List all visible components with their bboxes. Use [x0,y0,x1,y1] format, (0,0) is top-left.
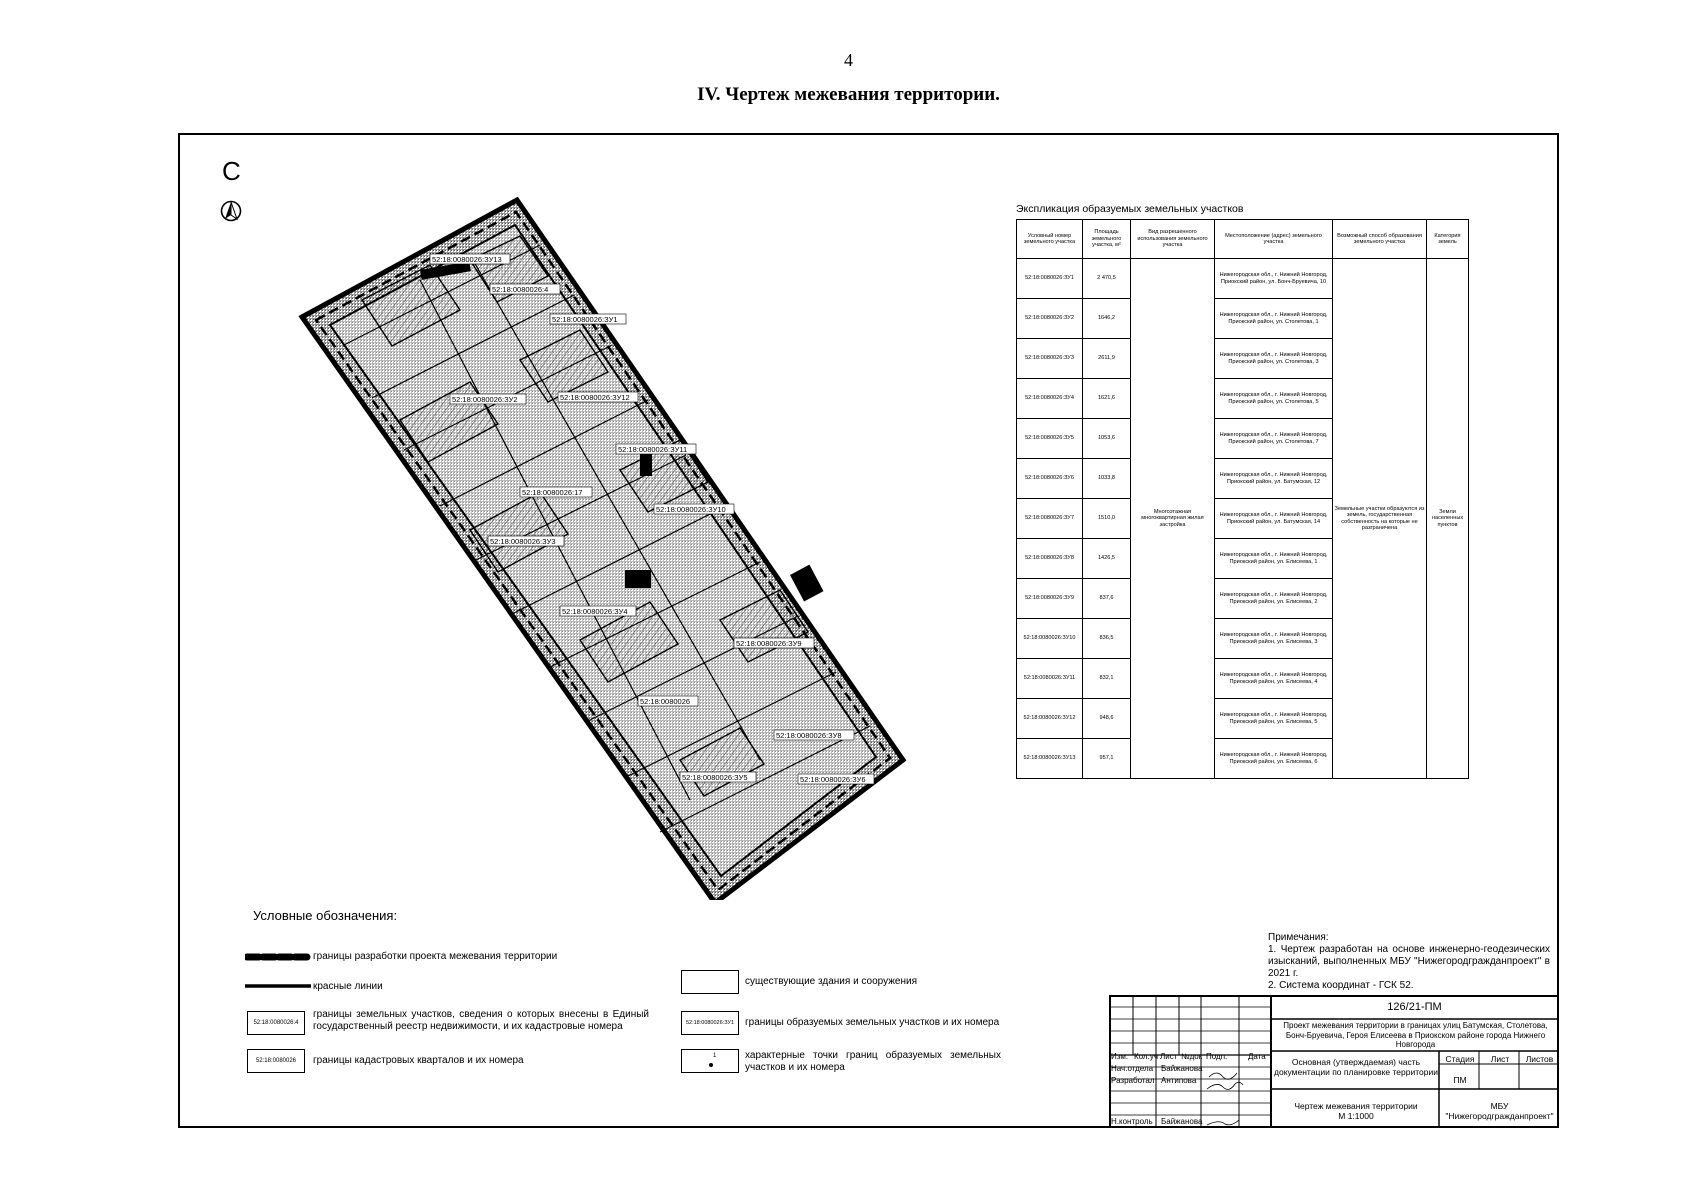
cell-num: 52:18:0080026:ЗУ5 [1017,419,1083,459]
stamp-sheet-label: Лист [1490,1054,1510,1064]
legend-red-lines: красные линии [313,981,383,992]
stamp-sheets-label: Листов [1525,1054,1554,1064]
cell-area: 832,1 [1083,659,1131,699]
map-label: 52:18:0080026:17 [522,488,583,497]
table-row [1017,259,1469,299]
cell-num: 52:18:0080026:ЗУ12 [1017,699,1083,739]
cell-address: Нижегородская обл., г. Нижний Новгород, Приокский район, ул. Столетова, 3 [1215,339,1333,379]
stamp-name3: Байжанова [1161,1117,1203,1126]
cell-area: 957,1 [1083,739,1131,779]
page-title: IV. Чертеж межевания территории. [697,84,1000,105]
legend-new-parcels: границы образуемых земельных участков и их номера [745,1017,1000,1028]
map-label: 52:18:0080026:ЗУ12 [560,393,630,402]
map-label: 52:18:0080026 [640,697,691,706]
map-label: 52:18:0080026:ЗУ6 [800,775,866,784]
cell-address: Нижегородская обл., г. Нижний Новгород, Приокский район, ул. Столетова, 1 [1215,299,1333,339]
table-header-row [1017,220,1469,259]
cell-address: Нижегородская обл., г. Нижний Новгород, Приокский район, ул. Елисеева, 4 [1215,659,1333,699]
map-label: 52:18:0080026:ЗУ5 [682,773,748,782]
stamp-scale: М 1:1000 [1338,1111,1374,1121]
stamp-name2: Антипова [1161,1076,1197,1085]
stamp-col-podp: Подп. [1206,1052,1228,1061]
cell-method: Земельные участки образуются из земель, государственная собственность на которые не разграничена [1333,259,1427,779]
cell-num: 52:18:0080026:ЗУ7 [1017,499,1083,539]
cell-use: Многоэтажная многоквартирная жилая застройка [1131,259,1215,779]
registered-parcel-sample: 52:18:0080026:4 [247,1011,305,1035]
map-label: 52:18:0080026:ЗУ13 [432,255,502,264]
cell-num: 52:18:0080026:ЗУ6 [1017,459,1083,499]
explication-title: Экспликация образуемых земельных участков [1016,203,1244,215]
cell-area: 1646,2 [1083,299,1131,339]
cell-address: Нижегородская обл., г. Нижний Новгород, Приокский район, ул. Столетова, 5 [1215,379,1333,419]
header-category: Категория земель [1427,220,1469,259]
cell-area: 1426,5 [1083,539,1131,579]
stamp-name1: Байжанова [1161,1064,1203,1073]
explication-table [1016,219,1469,779]
cell-num: 52:18:0080026:ЗУ9 [1017,579,1083,619]
north-arrow-icon [220,200,242,222]
notes-heading: Примечания: [1268,932,1329,943]
stamp-project: Проект межевания территории в границах улиц Батумская, Столетова, Бонч-Бруевича, Героя Елисеева в Приокском районе города Нижнего Новгорода [1283,1021,1548,1049]
stamp-stage: ПМ [1453,1075,1467,1085]
notes [1268,932,1550,992]
note-item: 2. Система координат - ГСК 52. [1268,980,1414,991]
map-label: 52:18:0080026:ЗУ9 [736,639,802,648]
cell-area: 948,6 [1083,699,1131,739]
stamp-role1: Нач.отдела [1111,1064,1154,1073]
north-letter: С [222,156,241,186]
point-dot [709,1063,713,1067]
quarter-sample: 52:18:0080026 [247,1049,305,1073]
header-method: Возможный способ образования земельного участка [1333,220,1427,259]
header-address: Местоположение (адрес) земельного участка [1215,220,1333,259]
header-use: Вид разрешенного использования земельного участка [1131,220,1215,259]
stamp-stage-label: Стадия [1445,1054,1475,1064]
cell-num: 52:18:0080026:ЗУ11 [1017,659,1083,699]
map-label: 52:18:0080026:ЗУ8 [776,731,842,740]
cell-num: 52:18:0080026:ЗУ1 [1017,259,1083,299]
point-number: 1 [713,1053,717,1059]
cell-category: Земли населенных пунктов [1427,259,1469,779]
legend-registered-parcels: границы земельных участков, сведения о которых внесены в Единый государственный реестр недвижимости, и их кадастровые номера [313,1009,649,1032]
legend-project-boundary: границы разработки проекта межевания территории [313,951,558,962]
map-label: 52:18:0080026:ЗУ2 [452,395,518,404]
cell-area: 836,5 [1083,619,1131,659]
cell-num: 52:18:0080026:ЗУ13 [1017,739,1083,779]
cell-area: 1621,6 [1083,379,1131,419]
stamp-org: МБУ "Нижегородгражданпроект" [1445,1101,1554,1121]
map-label: 52:18:0080026:ЗУ1 [552,315,618,324]
cell-address: Нижегородская обл., г. Нижний Новгород, Приокский район, ул. Елисеева, 3 [1215,619,1333,659]
map-label: 52:18:0080026:ЗУ3 [490,537,556,546]
page-number: 4 [844,50,853,70]
cell-address: Нижегородская обл., г. Нижний Новгород, Приокский район, ул. Елисеева, 6 [1215,739,1333,779]
legend-title: Условные обозначения: [253,908,398,923]
stamp-part: Основная (утверждаемая) часть документации по планировке территории [1274,1057,1438,1077]
cell-address: Нижегородская обл., г. Нижний Новгород, Приокский район, ул. Елисеева, 5 [1215,699,1333,739]
cell-area: 1053,6 [1083,419,1131,459]
stamp-role2: Разработал [1111,1076,1155,1085]
stamp-role3: Н.контроль [1111,1117,1153,1126]
map-label: 52:18:0080026:ЗУ10 [656,505,726,514]
cell-num: 52:18:0080026:ЗУ3 [1017,339,1083,379]
cell-address: Нижегородская обл., г. Нижний Новгород, Приокский район, ул. Батумская, 14 [1215,499,1333,539]
cell-address: Нижегородская обл., г. Нижний Новгород, Приокский район, ул. Бонч-Бруевича, 10 [1215,259,1333,299]
cell-area: 2 470,5 [1083,259,1131,299]
cell-num: 52:18:0080026:ЗУ10 [1017,619,1083,659]
legend-quarters: границы кадастровых кварталов и их номера [313,1055,524,1066]
map-label: 52:18:0080026:ЗУ11 [618,445,688,454]
stamp-drawing: Чертеж межевания территории [1294,1101,1418,1111]
cell-num: 52:18:0080026:ЗУ8 [1017,539,1083,579]
signature-marks [1207,1073,1243,1125]
cell-address: Нижегородская обл., г. Нижний Новгород, Приокский район, ул. Елисеева, 2 [1215,579,1333,619]
point-symbol [681,1049,739,1073]
cell-address: Нижегородская обл., г. Нижний Новгород, Приокский район, ул. Столетова, 7 [1215,419,1333,459]
building-symbol [681,970,739,994]
map-label: 52:18:0080026:ЗУ4 [562,607,628,616]
survey-map [290,180,930,900]
new-parcel-sample: 52:18:0080026:ЗУ1 [681,1011,739,1035]
stamp-col-list: Лист [1160,1052,1178,1061]
project-boundary-symbol [245,951,311,963]
header-num: Условный номер земельного участка [1017,220,1083,259]
red-lines-symbol [245,982,311,990]
cell-address: Нижегородская обл., г. Нижний Новгород, Приокский район, ул. Батумская, 12 [1215,459,1333,499]
cell-area: 1033,8 [1083,459,1131,499]
note-item: 1. Чертеж разработан на основе инженерно-геодезических изысканий, выполненных МБУ "Нижегородгражданпроект" в 2021 г. [1268,944,1550,979]
stamp-col-data: Дата [1248,1052,1266,1061]
stamp-col-ndok: №док [1181,1052,1203,1061]
cell-num: 52:18:0080026:ЗУ4 [1017,379,1083,419]
cell-area: 2611,9 [1083,339,1131,379]
stamp-code: 126/21-ПМ [1387,1001,1442,1013]
stamp-col-kol: Кол.уч [1134,1052,1158,1061]
stamp-col-izm: Изм. [1111,1052,1129,1061]
legend-buildings: существующие здания и сооружения [745,976,918,987]
cell-area: 837,6 [1083,579,1131,619]
cell-num: 52:18:0080026:ЗУ2 [1017,299,1083,339]
cell-address: Нижегородская обл., г. Нижний Новгород, Приокский район, ул. Елисеева, 1 [1215,539,1333,579]
map-label: 52:18:0080026:4 [492,285,549,294]
legend-points: характерные точки границ образуемых земельных участков и их номера [745,1050,1001,1073]
header-area: Площадь земельного участка, м² [1083,220,1131,259]
cell-area: 1510,0 [1083,499,1131,539]
